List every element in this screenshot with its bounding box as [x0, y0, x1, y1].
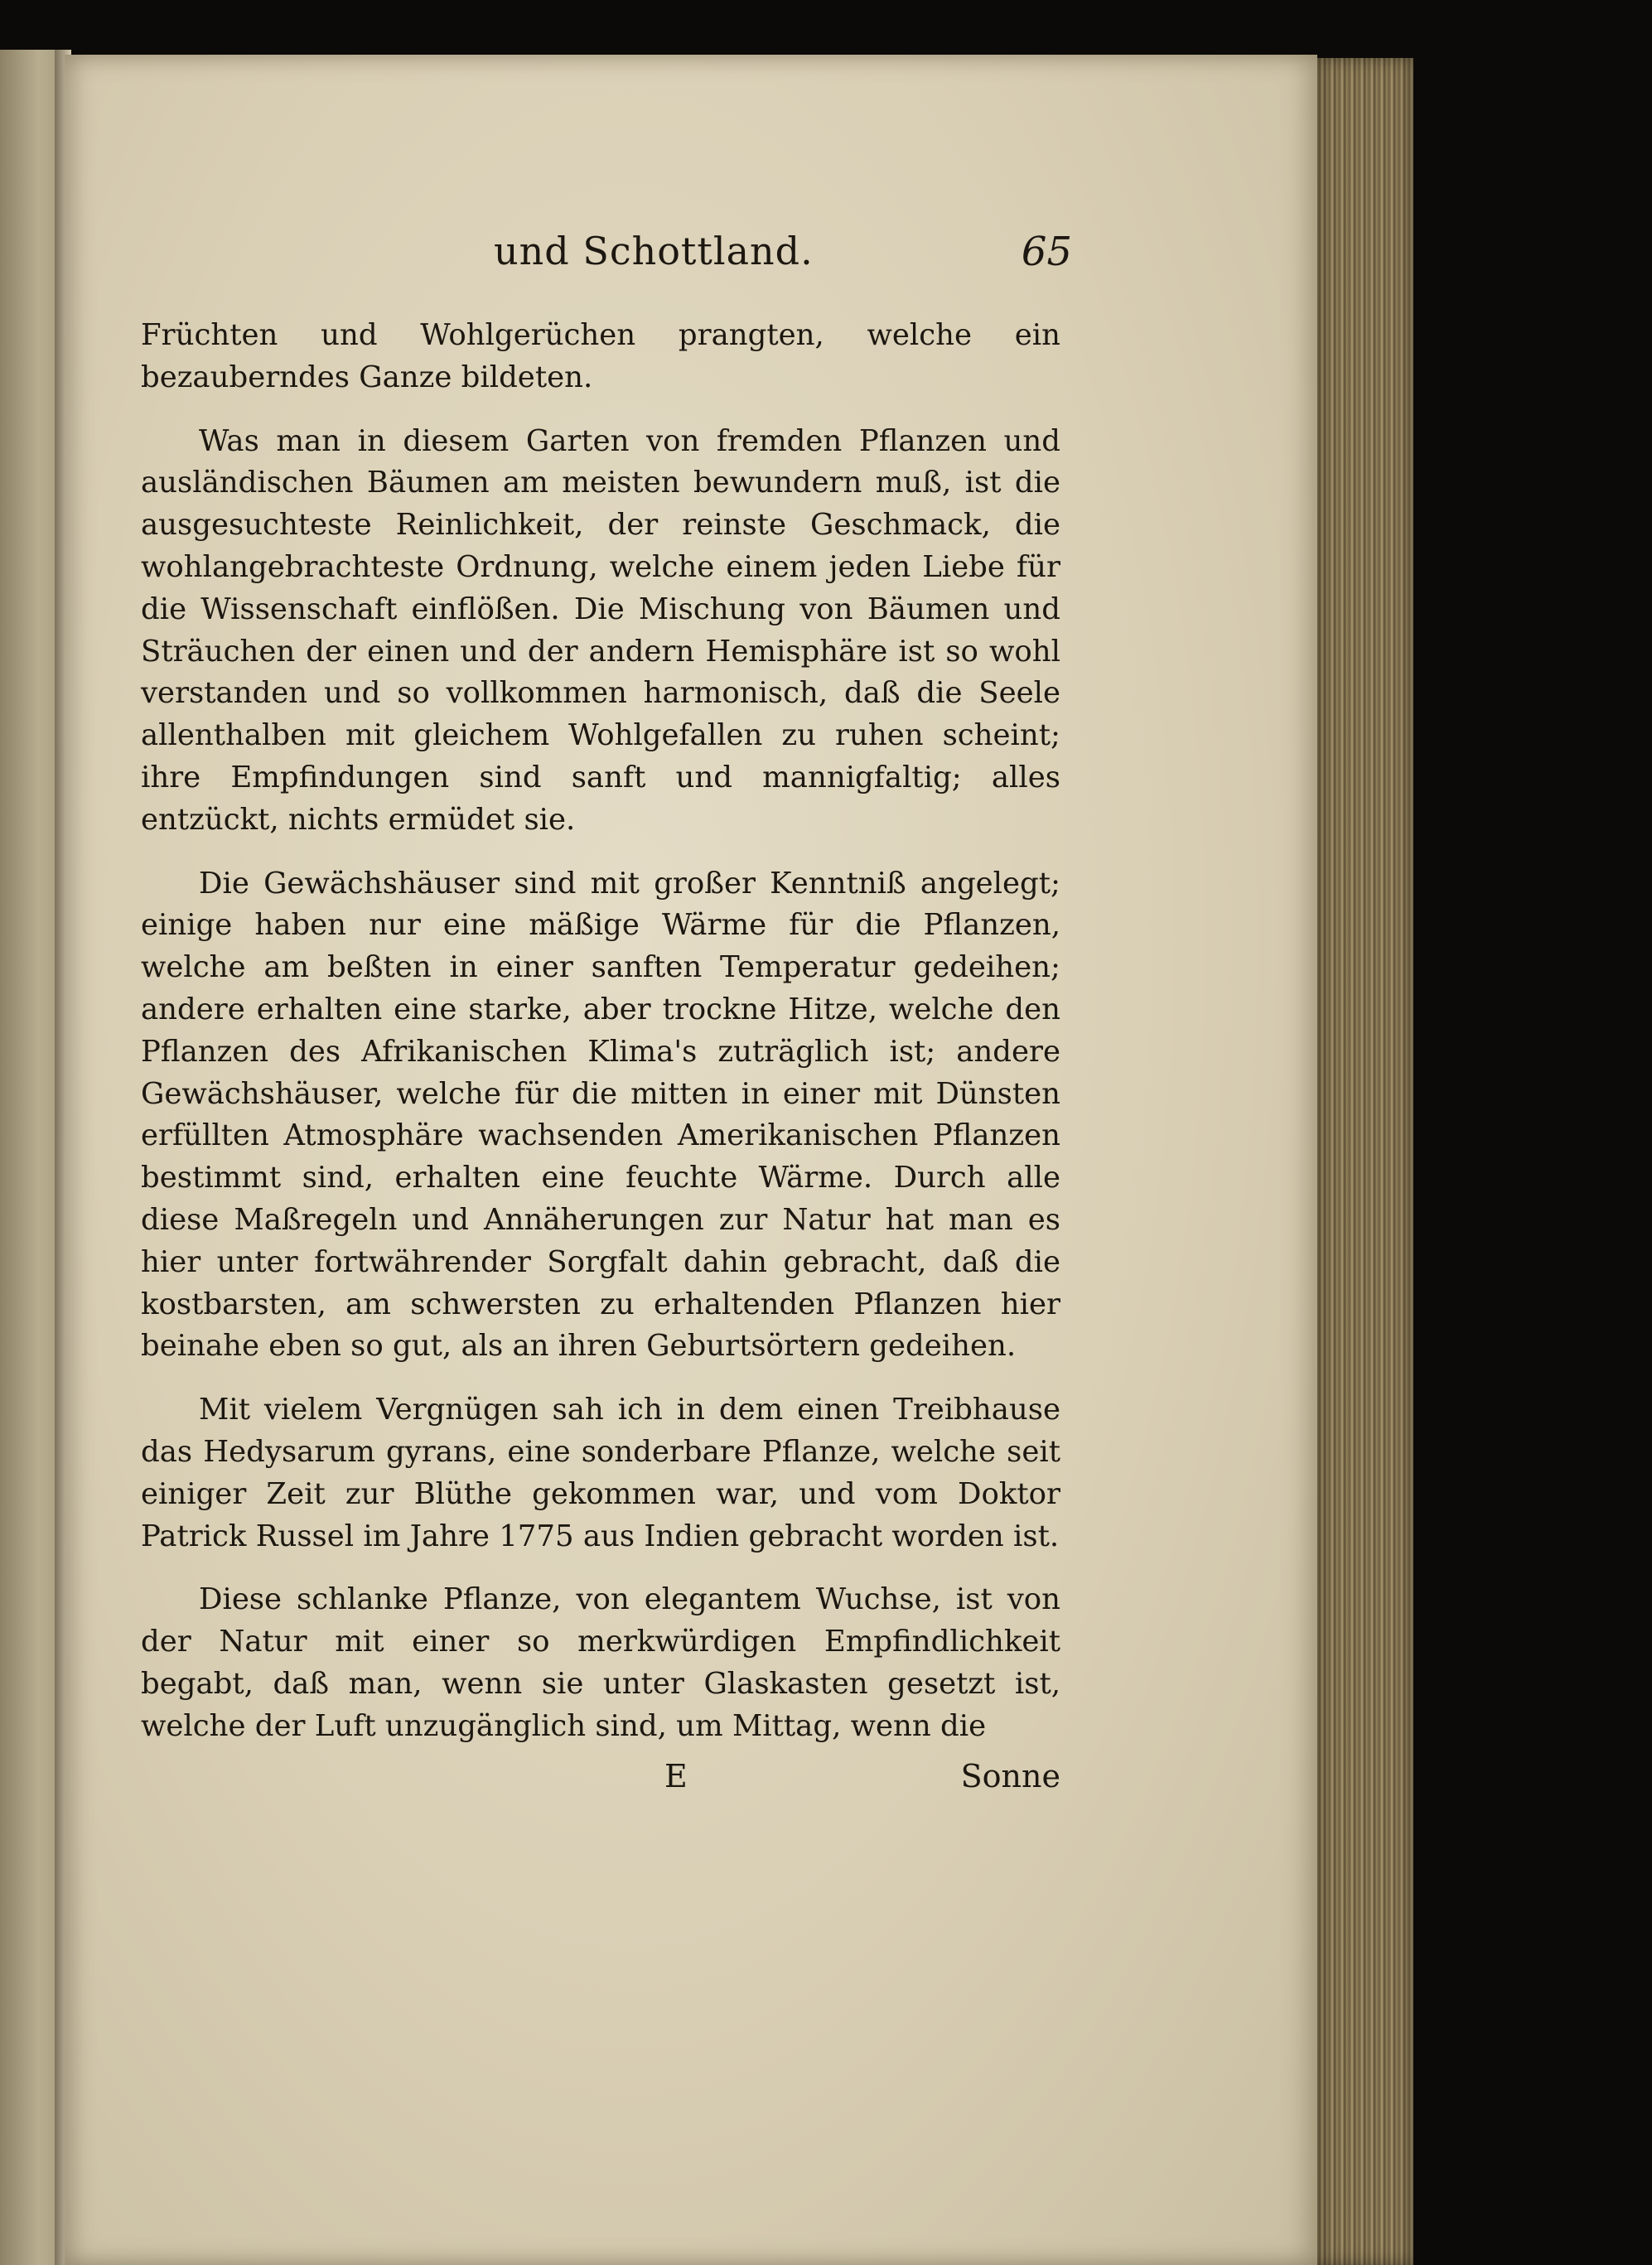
book-page — [65, 55, 1317, 2265]
paragraph-plant-description: Diese schlanke Pflanze, von elegantem Wuchse, ist von der Natur mit einer so merkwürdigen Empfindlichkeit begabt, daß man, wenn sie unter Glaskasten gesetzt ist, welche der Luft unzugänglich sind, um Mittag, wenn die — [141, 1582, 1060, 1743]
page-footer — [141, 1758, 1060, 1803]
paragraph-continuation: Früchten und Wohlgerüchen prangten, welche ein bezauberndes Ganze bildeten. — [141, 318, 1060, 394]
catchword: Sonne — [960, 1757, 1060, 1794]
paragraph-hedysarum: Mit vielem Vergnügen sah ich in dem einen Treibhause das Hedysarum gyrans, eine sonderbare Pflanze, welche seit einiger Zeit zur Blüthe gekommen war, und vom Doktor Patrick Russel im Jahre 1775 aus Indien gebracht worden ist. — [141, 1393, 1060, 1553]
paragraph-garden: Was man in diesem Garten von fremden Pflanzen und ausländischen Bäumen am meisten bewundern muß, ist die ausgesuchteste Reinlichkeit, der reinste Geschmack, die wohlangebrachteste Ordnung, welche einem jeden Liebe für die Wissenschaft einflößen. Die Mischung von Bäumen und Sträuchen der einen und der andern Hemisphäre ist so wohl verstanden und so vollkommen harmonisch, daß die Seele allenthalben mit gleichem Wohlgefallen zu ruhen scheint; ihre Empfindungen sind sanft und mannigfaltig; alles entzückt, nichts ermüdet sie. — [141, 423, 1060, 837]
page-edges — [1317, 58, 1413, 2265]
paragraph-greenhouses: Die Gewächshäuser sind mit großer Kenntniß angelegt; einige haben nur eine mäßige Wärme für die Pflanzen, welche am beßten in einer sanften Temperatur gedeihen; andere erhalten eine starke, aber trockne Hitze, welche den Pflanzen des Afrikanischen Klima's zuträglich ist; andere Gewächshäuser, welche für die mitten in einer mit Dünsten erfüllten Atmosphäre wachsenden Amerikanischen Pflanzen bestimmt sind, erhalten eine feuchte Wärme. Durch alle diese Maßregeln und Annäherungen zur Natur hat man es hier unter fortwährender Sorgfalt dahin gebracht, daß die kostbarsten, am schwersten zu erhaltenden Pflanzen hier beinahe eben so gut, als an ihren Geburtsörtern gedeihen. — [141, 866, 1060, 1364]
page-number: 65 — [1021, 229, 1072, 275]
page-text-block — [141, 229, 1072, 1803]
running-title: und Schottland. — [494, 229, 814, 273]
signature-mark: E — [664, 1757, 688, 1794]
page-header — [141, 229, 1072, 295]
